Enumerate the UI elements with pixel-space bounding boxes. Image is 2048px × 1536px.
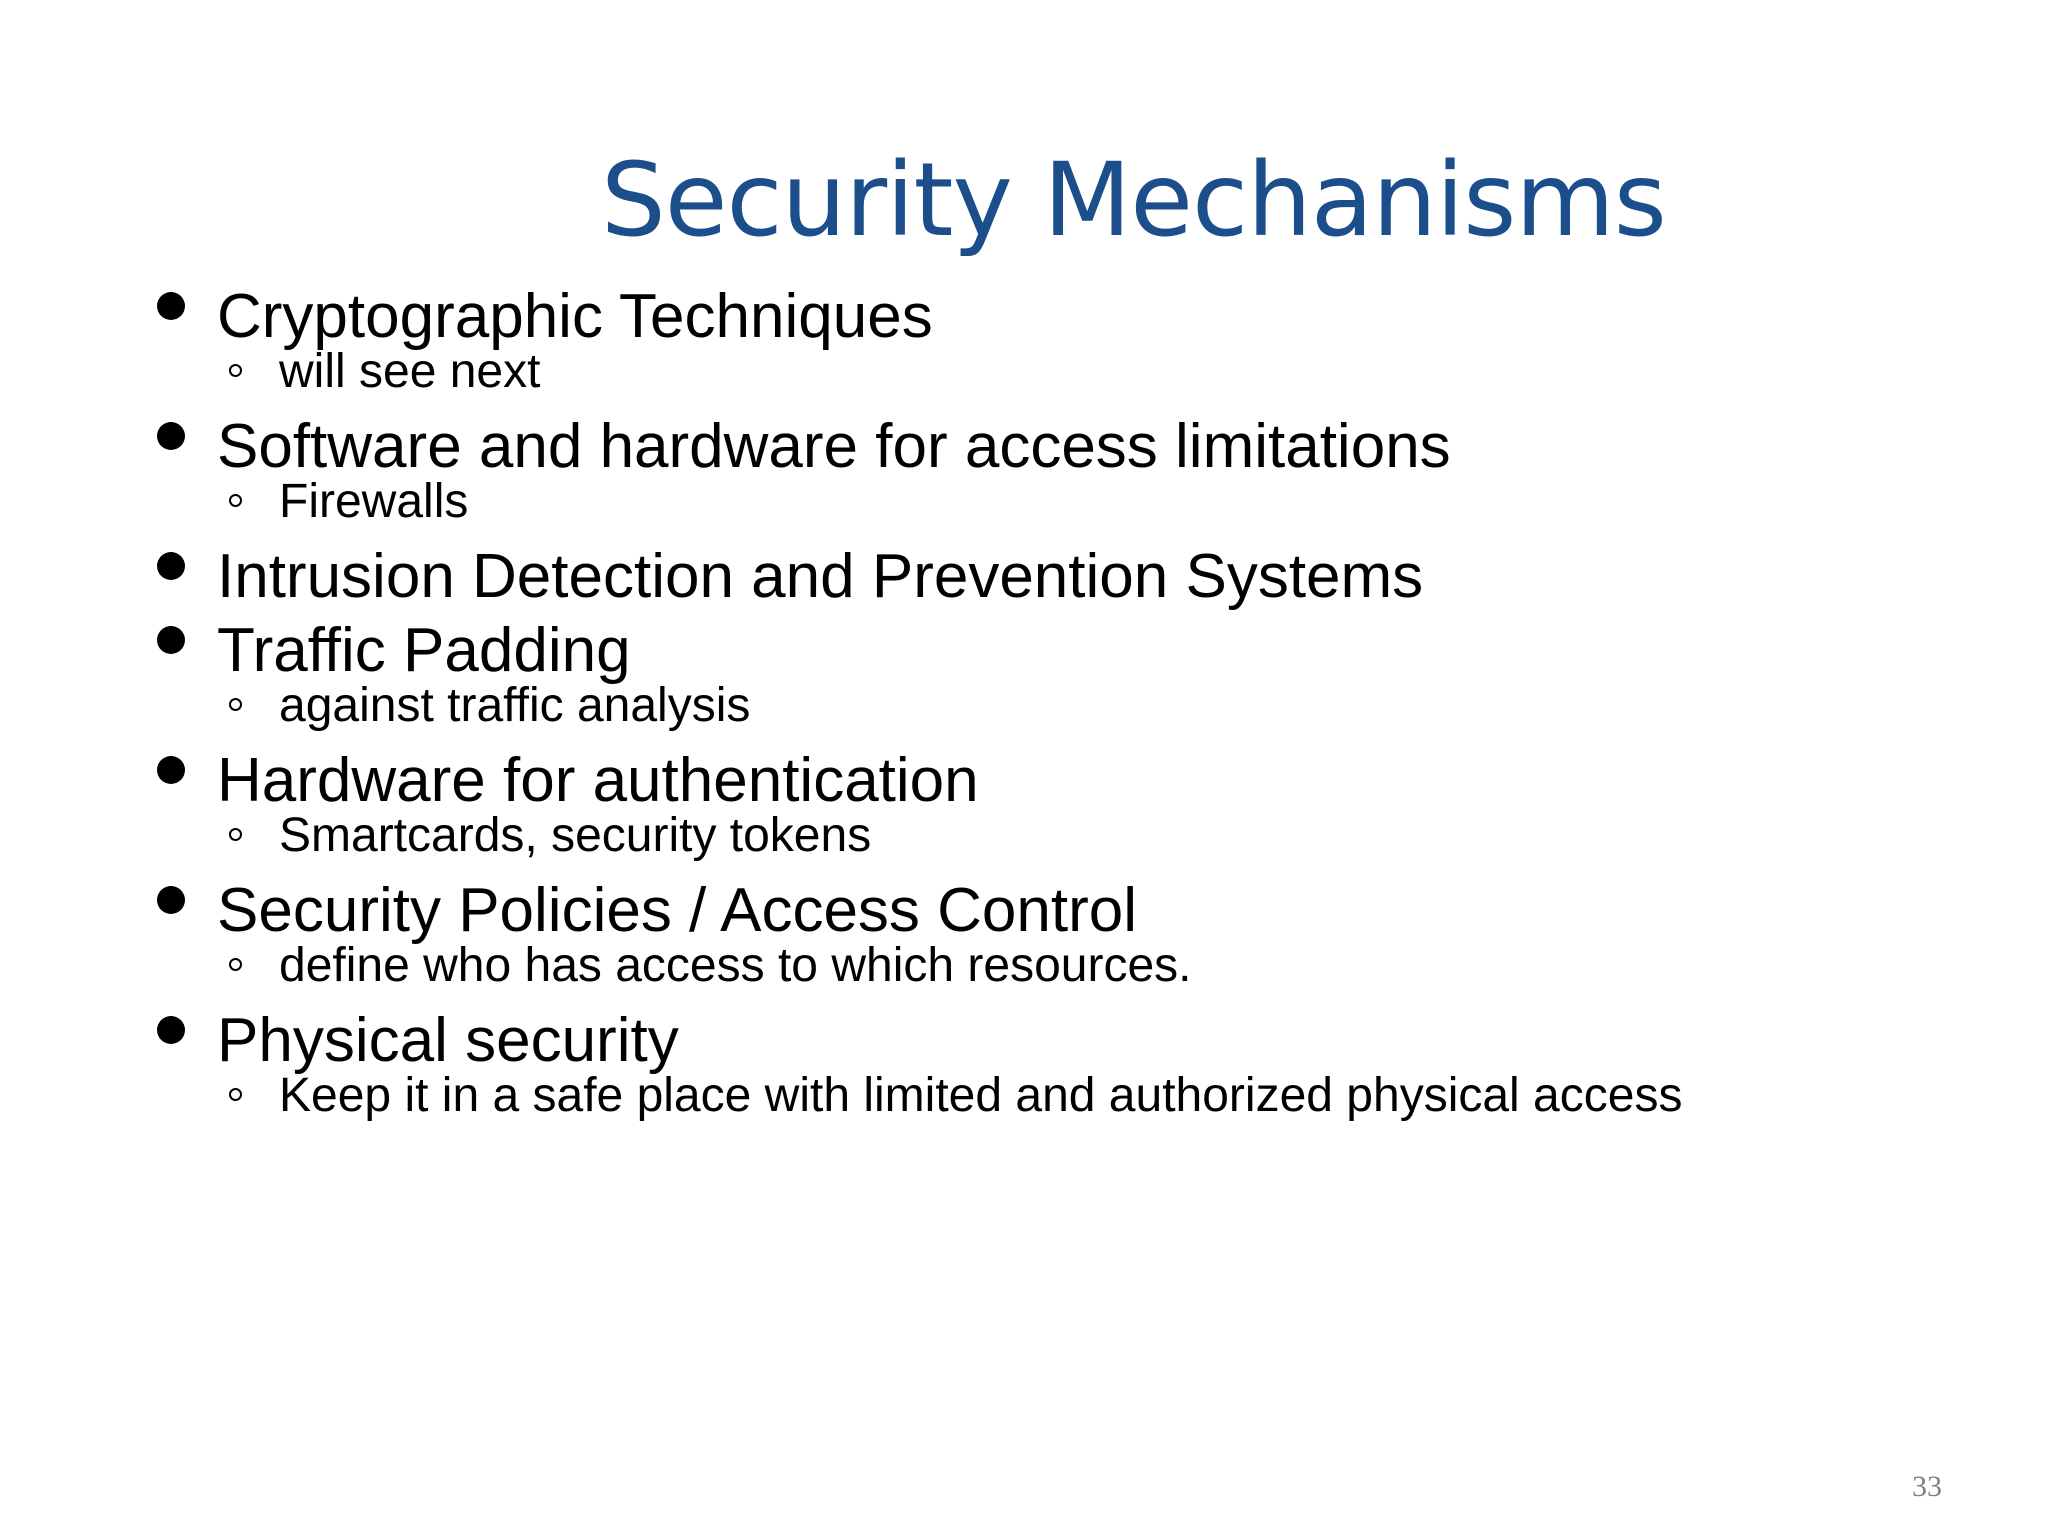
bullet-item [153, 746, 1682, 815]
sub-list-wrapper [153, 475, 1682, 528]
page-number: 33 [1912, 1470, 1942, 1503]
sub-list [153, 1069, 1683, 1122]
sub-bullet-text: Smartcards, security tokens [279, 809, 872, 862]
sub-list-wrapper [153, 679, 1682, 732]
sub-bullet-item [153, 345, 1682, 398]
sub-bullet-item [153, 475, 1682, 528]
bullet-text: Intrusion Detection and Prevention Systems [217, 542, 1424, 611]
bullet-item [153, 412, 1682, 481]
sub-bullet-item [153, 809, 1682, 862]
bullet-list [153, 282, 1683, 1122]
sub-bullet-text: define who has access to which resources. [279, 939, 1192, 992]
bullet-text: Traffic Padding [217, 616, 631, 685]
sub-bullet-item [153, 939, 1682, 992]
sub-bullet-ring-icon [229, 494, 242, 507]
bullet-item [153, 876, 1682, 945]
sub-bullet-ring-icon [229, 698, 242, 711]
slide-title: Security Mechanisms [601, 141, 1666, 260]
bullet-text: Hardware for authentication [217, 746, 979, 815]
sub-list [153, 809, 1682, 862]
sub-list [153, 345, 1682, 398]
bullet-dot-icon [157, 756, 185, 784]
sub-list [153, 939, 1682, 992]
sub-bullet-ring-icon [229, 364, 242, 377]
bullet-text: Security Policies / Access Control [217, 876, 1138, 945]
bullet-dot-icon [157, 552, 185, 580]
sub-bullet-text: against traffic analysis [279, 679, 751, 732]
bullet-dot-icon [157, 886, 185, 914]
bullet-text: Software and hardware for access limitations [217, 412, 1451, 481]
bullet-item [153, 1006, 1682, 1075]
sub-list-wrapper [153, 809, 1682, 862]
sub-bullet-item [153, 679, 1682, 732]
sub-list-wrapper [153, 939, 1682, 992]
sub-bullet-ring-icon [229, 958, 242, 971]
sub-list-wrapper [153, 1069, 1683, 1122]
sub-list [153, 679, 1682, 732]
sub-bullet-item [153, 1069, 1683, 1122]
bullet-dot-icon [157, 626, 185, 654]
bullet-item [153, 616, 1682, 685]
sub-bullet-text: Keep it in a safe place with limited and authorized physical access [279, 1069, 1683, 1122]
sub-bullet-ring-icon [229, 1088, 242, 1101]
sub-bullet-text: Firewalls [279, 475, 469, 528]
bullet-dot-icon [157, 1016, 185, 1044]
bullet-item [153, 542, 1682, 611]
bullet-text: Cryptographic Techniques [217, 282, 933, 351]
sub-bullet-ring-icon [229, 828, 242, 841]
bullet-item [153, 282, 1682, 351]
bullet-dot-icon [157, 422, 185, 450]
sub-list-wrapper [153, 345, 1682, 398]
sub-list [153, 475, 1682, 528]
sub-bullet-text: will see next [279, 345, 541, 398]
bullet-dot-icon [157, 292, 185, 320]
bullet-text: Physical security [217, 1006, 679, 1075]
